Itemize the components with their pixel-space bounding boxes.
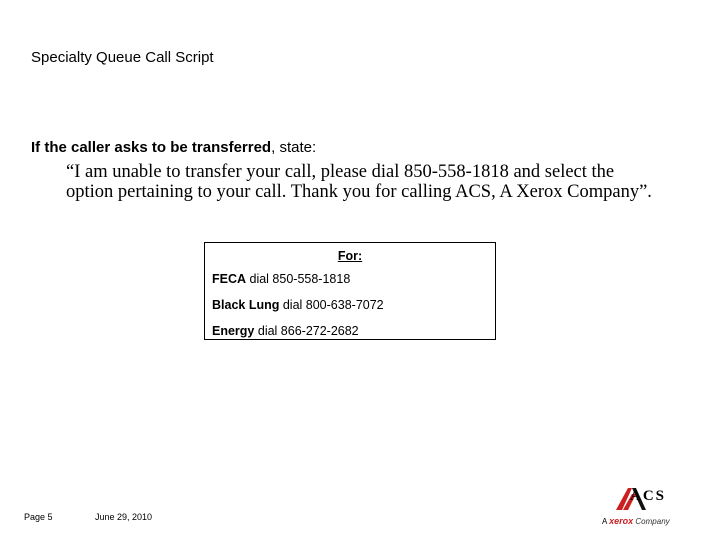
- instruction-bold: If the caller asks to be transferred: [31, 139, 272, 156]
- for-box: [204, 242, 496, 340]
- logo-acs-text: ACS: [630, 488, 667, 504]
- program-name: Energy: [212, 324, 255, 338]
- logo-xerox: xerox: [609, 516, 634, 526]
- program-dial: dial 800-638-7072: [279, 298, 384, 312]
- footer-page-number: Page 5: [24, 512, 53, 522]
- for-heading: For:: [337, 249, 363, 263]
- slide-title: Specialty Queue Call Script: [31, 49, 214, 66]
- instruction-text: [31, 139, 316, 156]
- for-line-energy: [212, 324, 359, 338]
- footer-date: June 29, 2010: [95, 512, 153, 522]
- for-line-feca: [212, 272, 350, 286]
- logo-company: Company: [635, 517, 670, 526]
- script-quote: “I am unable to transfer your call, please dial 850-558-1818 and select the option pertaining to your call. Thank you for calling ACS, A Xerox Company”.: [66, 162, 652, 202]
- logo-subtitle: [602, 516, 670, 526]
- program-dial: dial 850-558-1818: [246, 272, 351, 286]
- for-line-black-lung: [212, 298, 384, 312]
- logo-a: A: [602, 517, 607, 526]
- program-dial: dial 866-272-2682: [254, 324, 359, 338]
- program-name: FECA: [212, 272, 247, 286]
- program-name: Black Lung: [212, 298, 280, 312]
- instruction-rest: , state:: [271, 139, 317, 156]
- acs-xerox-logo: [596, 486, 700, 534]
